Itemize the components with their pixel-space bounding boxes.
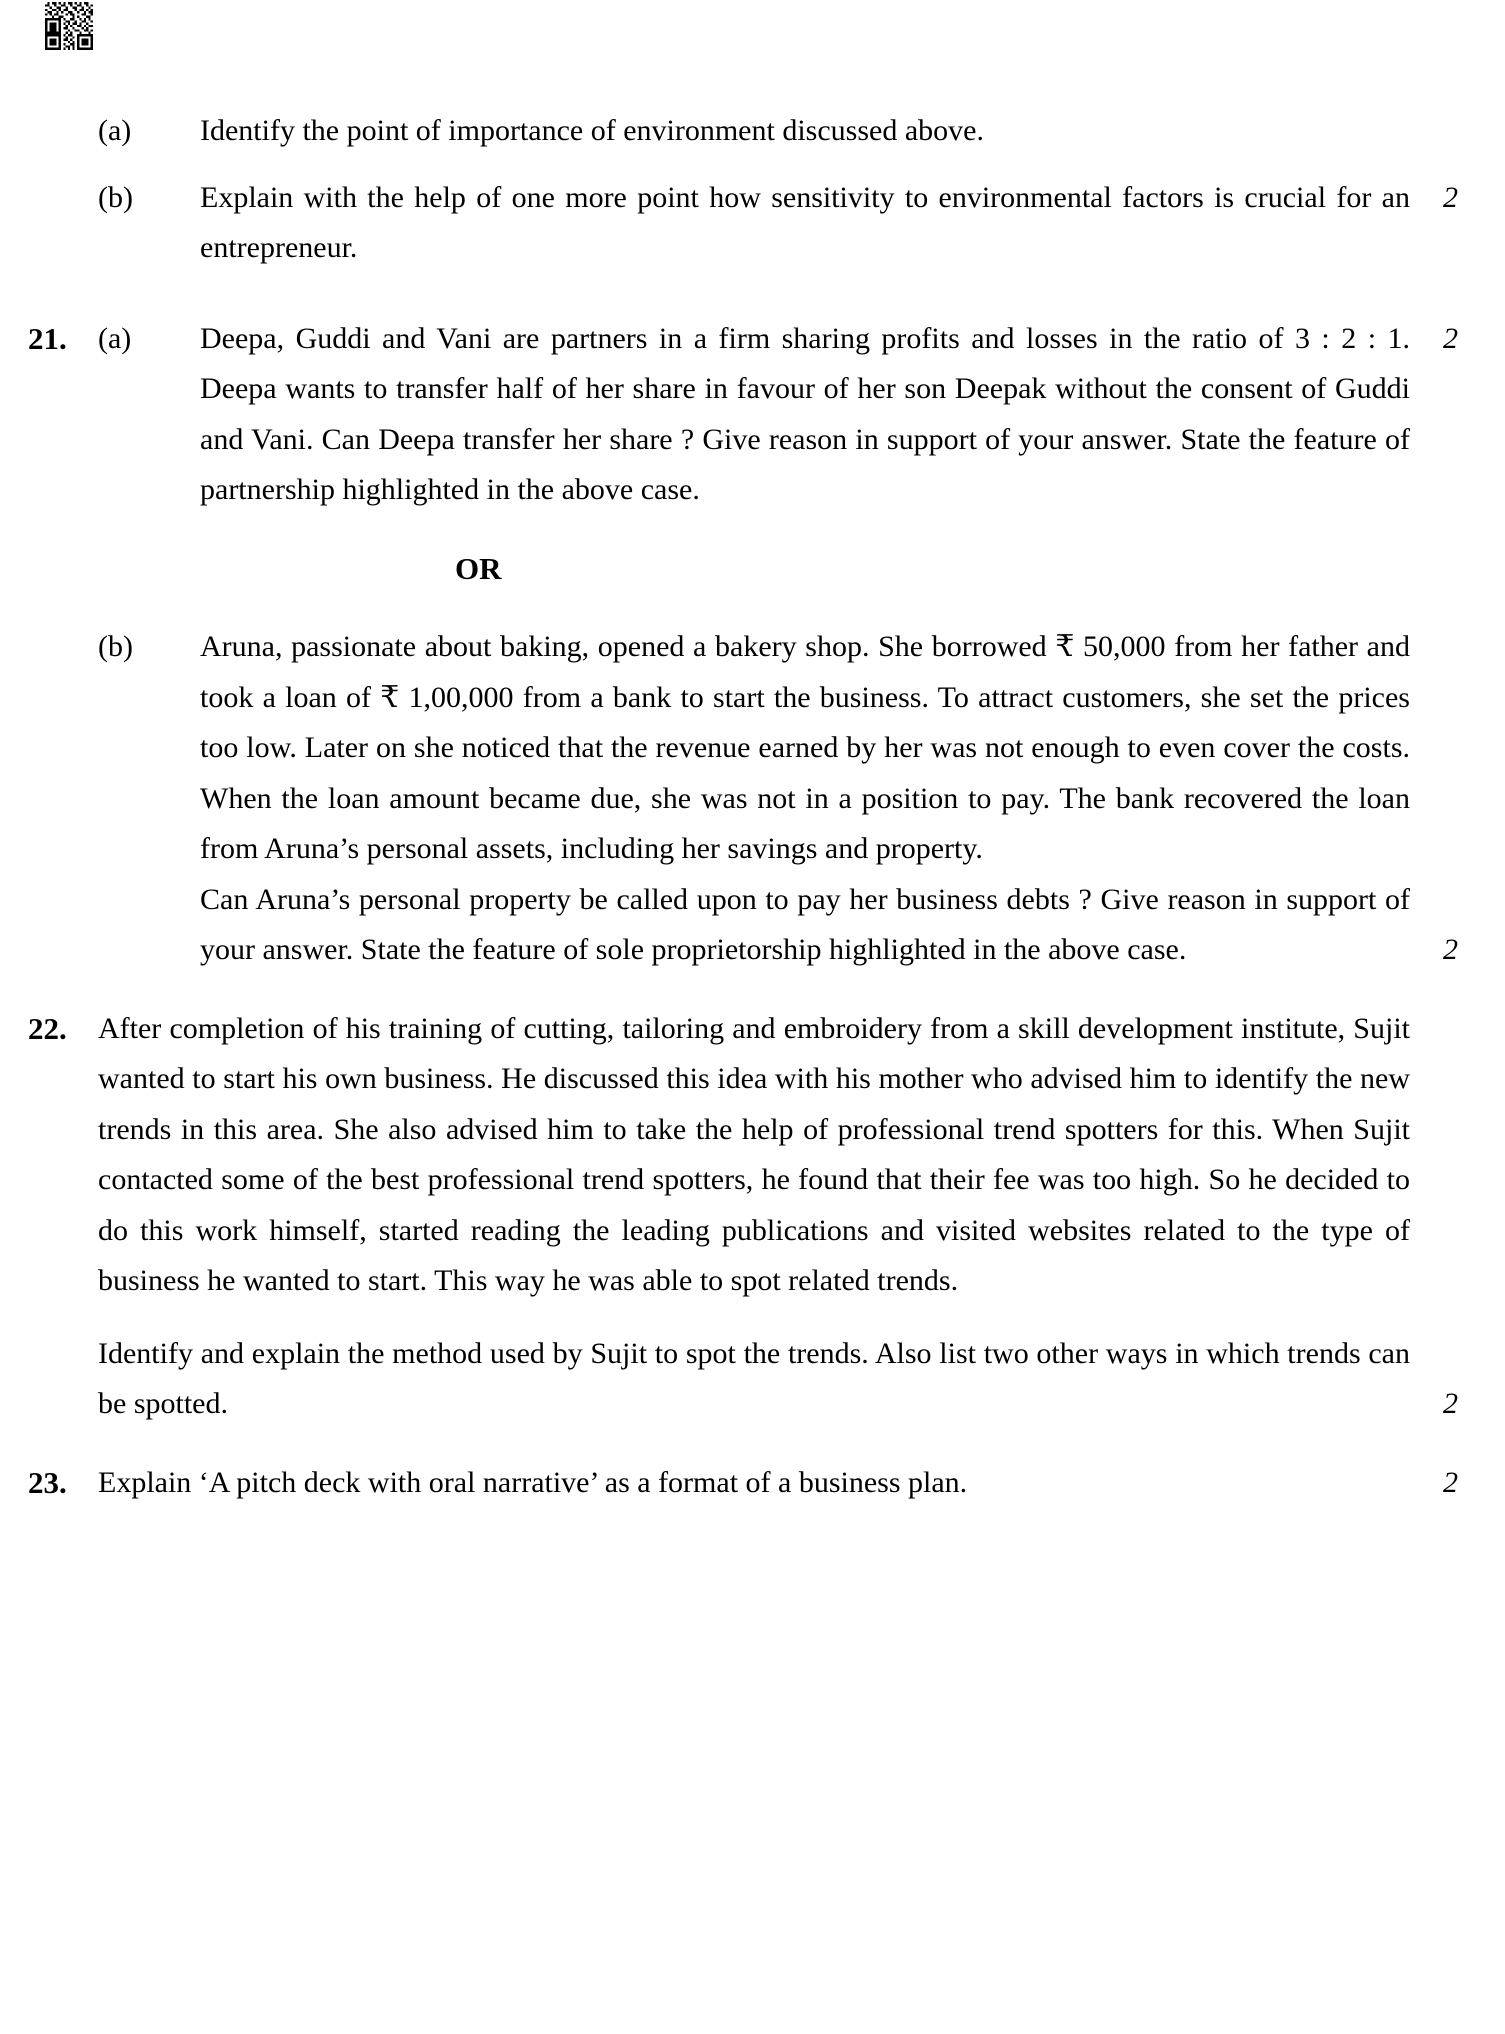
- paragraph: Aruna, passionate about baking, opened a bakery shop. She borrowed ₹ 50,000 from her father and took a loan of ₹ 1,00,000 from a bank to start the business. To attract customers, she set the prices too low. Later on she noticed that the revenue earned by her was not enough to even cover the costs. When the loan amount became due, she was not in a position to pay. The bank recovered the loan from Aruna’s personal assets, including her savings and property.: [200, 630, 1410, 865]
- question-23-row: [0, 1458, 1505, 1509]
- question-22-row: [0, 1004, 1505, 1430]
- marks-value: 2: [1443, 1387, 1458, 1420]
- part-text-b: Explain with the help of one more point how sensitivity to environmental factors is crucial for an entrepreneur.: [200, 180, 1410, 264]
- paragraph: Identify and explain the method used by Sujit to spot the trends. Also list two other ways in which trends can be spotted.: [98, 1336, 1410, 1420]
- paragraph: After completion of his training of cutting, tailoring and embroidery from a skill development institute, Sujit wanted to start his own business. He discussed this idea with his mother who advised him to identify the new trends in this area. She also advised him to take the help of professional trend spotters for this. When Sujit contacted some of the best professional trend spotters, he found that their fee was too high. So he decided to do this work himself, started reading the leading publications and visited websites related to the type of business he wanted to start. This way he was able to spot related trends.: [98, 1011, 1410, 1297]
- question-number-23: 23.: [28, 1464, 67, 1500]
- qr-code-icon: [36, 2, 102, 50]
- question-21-part-a-row: [0, 314, 1505, 516]
- question-21-part-a-text: Deepa, Guddi and Vani are partners in a firm sharing profits and losses in the ratio of 3 : 2 : 1. Deepa wants to transfer half of her share in favour of her son Deepak without the consent of Guddi and Vani. Can Deepa transfer her share ? Give reason in support of your answer. State the feature of partnership highlighted in the above case.: [200, 321, 1410, 506]
- or-divider: OR: [455, 550, 502, 586]
- question-number-22: 22.: [28, 1010, 67, 1046]
- part-label-b: (b): [98, 630, 133, 663]
- marks-value: 2: [1443, 321, 1458, 355]
- spacer: [0, 976, 1505, 1004]
- part-label-a: (a): [98, 114, 132, 147]
- question-part-row: [0, 106, 1505, 157]
- question-21-part-b-body: [200, 622, 1420, 976]
- paragraph: Explain ‘A pitch deck with oral narrative’ as a format of a business plan.: [98, 1465, 968, 1499]
- question-number-21: 21.: [28, 320, 67, 356]
- question-part-row: [0, 173, 1505, 274]
- question-content: [0, 106, 1505, 1508]
- part-label-b: (b): [98, 180, 133, 214]
- part-label-a: (a): [98, 321, 132, 355]
- marks-value: 2: [1443, 933, 1458, 966]
- question-21-part-b-row: [0, 622, 1505, 976]
- marks-value: 2: [1443, 1465, 1458, 1499]
- spacer: [0, 516, 1505, 544]
- spacer: [0, 1430, 1505, 1458]
- spacer: [0, 157, 1505, 173]
- spacer: [0, 594, 1505, 622]
- marks-value: 2: [1443, 180, 1458, 214]
- question-23-body: [98, 1458, 1420, 1509]
- spacer: [0, 274, 1505, 314]
- part-text-a: Identify the point of importance of environment discussed above.: [200, 114, 984, 147]
- question-22-body: [98, 1004, 1420, 1430]
- paragraph: Can Aruna’s personal property be called upon to pay her business debts ? Give reason in support of your answer. State the feature of sole proprietorship highlighted in the above case.: [200, 882, 1410, 966]
